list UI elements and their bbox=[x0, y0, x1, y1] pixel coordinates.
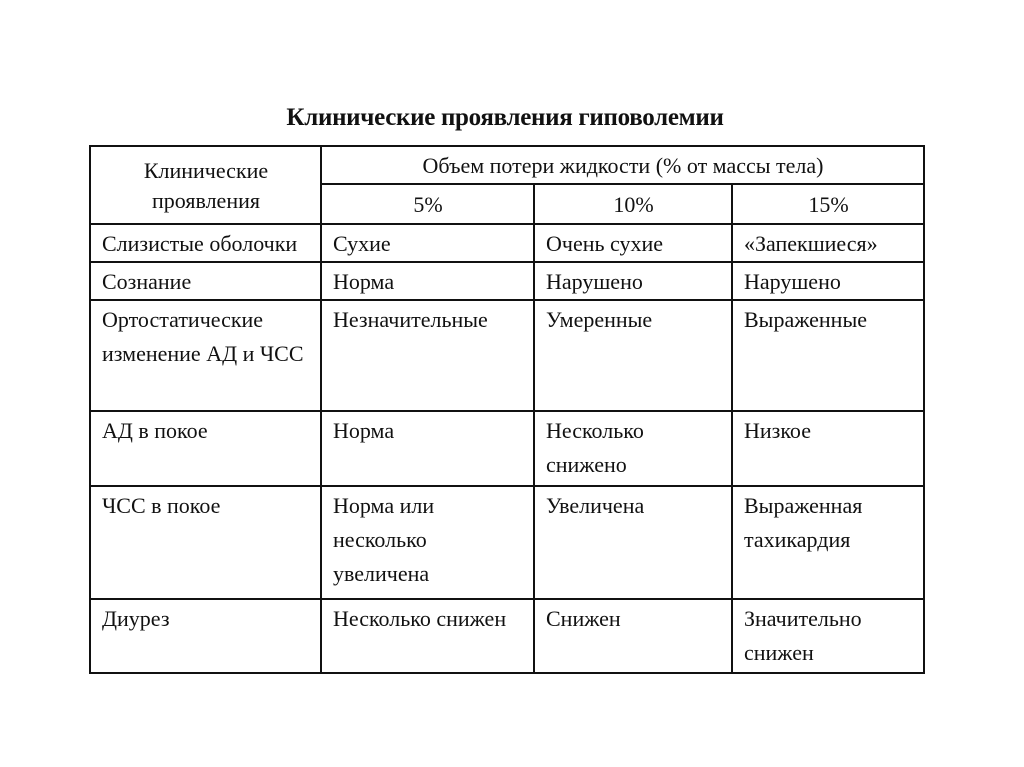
row-label: Ортостатические изменение АД и ЧСС bbox=[90, 300, 321, 411]
header-level: 10% bbox=[534, 184, 732, 224]
table-row bbox=[90, 262, 924, 300]
table-row bbox=[90, 486, 924, 599]
cell: «Запекшиеся» bbox=[732, 224, 924, 262]
header-row bbox=[90, 146, 924, 184]
cell: Умеренные bbox=[534, 300, 732, 411]
cell: Нарушено bbox=[534, 262, 732, 300]
cell: Норма или несколько увеличена bbox=[321, 486, 534, 599]
header-level: 5% bbox=[321, 184, 534, 224]
table-row bbox=[90, 411, 924, 486]
cell: Очень сухие bbox=[534, 224, 732, 262]
cell: Норма bbox=[321, 262, 534, 300]
cell: Выраженные bbox=[732, 300, 924, 411]
header-clinical: Клинические проявления bbox=[90, 146, 321, 224]
cell: Сухие bbox=[321, 224, 534, 262]
cell: Низкое bbox=[732, 411, 924, 486]
cell: Нарушено bbox=[732, 262, 924, 300]
row-label: АД в покое bbox=[90, 411, 321, 486]
row-label: Сознание bbox=[90, 262, 321, 300]
table-row bbox=[90, 300, 924, 411]
hypovolemia-table bbox=[89, 145, 925, 674]
cell: Несколько снижено bbox=[534, 411, 732, 486]
row-label: Слизистые оболочки bbox=[90, 224, 321, 262]
header-fluid-loss: Объем потери жидкости (% от массы тела) bbox=[321, 146, 924, 184]
cell: Выраженная тахикардия bbox=[732, 486, 924, 599]
header-level: 15% bbox=[732, 184, 924, 224]
cell: Норма bbox=[321, 411, 534, 486]
table-row bbox=[90, 224, 924, 262]
cell: Увеличена bbox=[534, 486, 732, 599]
cell: Несколько снижен bbox=[321, 599, 534, 673]
cell: Значительно снижен bbox=[732, 599, 924, 673]
page-title: Клинические проявления гиповолемии bbox=[286, 104, 724, 131]
cell: Снижен bbox=[534, 599, 732, 673]
table-row bbox=[90, 599, 924, 673]
row-label: ЧСС в покое bbox=[90, 486, 321, 599]
row-label: Диурез bbox=[90, 599, 321, 673]
cell: Незначительные bbox=[321, 300, 534, 411]
